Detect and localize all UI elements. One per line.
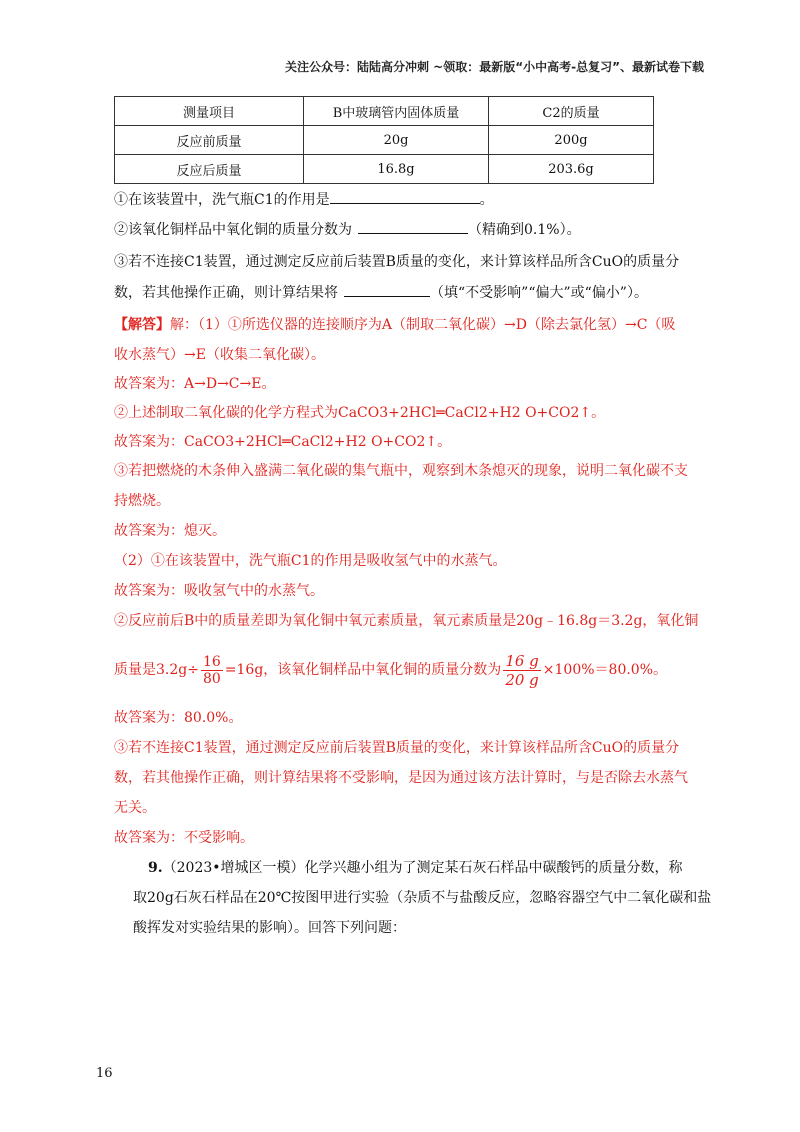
answer-line: 故答案为：A→D→C→E。 — [114, 376, 276, 392]
answer-line: 故答案为：熄灭。 — [114, 523, 226, 539]
answer-line: 故答案为：CaCO3+2HCl═CaCl2+H2 O+CO2↑。 — [114, 434, 452, 450]
table-row — [115, 155, 654, 184]
answer-blank — [330, 189, 480, 204]
answer-line: 无关。 — [114, 800, 156, 816]
answer-line: 数，若其他操作正确，则计算结果将不受影响，是因为通过该方法计算时，与是否除去水蒸气 — [114, 770, 688, 786]
answer-line: 持燃烧。 — [114, 493, 170, 509]
question-1: ①在该装置中，洗气瓶C1的作用是 。 — [114, 189, 494, 211]
table-header-cell: C2的质量 — [489, 97, 654, 126]
table-cell: 反应前质量 — [115, 126, 304, 155]
page-number: 16 — [96, 1066, 113, 1081]
answer-line: ③若不连接C1装置，通过测定反应前后装置B质量的变化，来计算该样品所含CuO的质量分 — [114, 740, 680, 756]
table-header-cell: B中玻璃管内固体质量 — [304, 97, 489, 126]
answer-blank — [344, 282, 430, 297]
question-9-line-2: 取20g石灰石样品在20℃按图甲进行实验（杂质不与盐酸反应，忽略容器空气中二氧化碳和盐 — [133, 890, 712, 906]
answer-line: 故答案为：不受影响。 — [114, 830, 254, 846]
question-number: 9. — [148, 860, 163, 876]
answer-line: ③若把燃烧的木条伸入盛满二氧化碳的集气瓶中，观察到木条熄灭的现象，说明二氧化碳不支 — [114, 463, 688, 479]
table-row — [115, 126, 654, 155]
measurement-table — [114, 96, 654, 184]
table-header-cell: 测量项目 — [115, 97, 304, 126]
answer-blank — [358, 219, 468, 234]
question-3-line-2: 数，若其他操作正确，则计算结果将 （填“不受影响”“偏大”或“偏小”）。 — [114, 282, 648, 304]
answer-line: 【解答】解：（1）①所选仪器的连接顺序为A（制取二氧化碳）→D（除去氯化氢）→C（吸 — [114, 317, 676, 333]
fraction: $\frac{16 g}{20 g}$ — [505, 651, 539, 689]
table-cell: 反应后质量 — [115, 155, 304, 184]
page-header: 关注公众号：陆陆高分冲刺 ~领取：最新版“小中高考-总复习”、最新试卷下载 — [285, 60, 704, 74]
answer-line: （2）①在该装置中，洗气瓶C1的作用是吸收氢气中的水蒸气。 — [114, 553, 507, 569]
answer-line: ②上述制取二氧化碳的化学方程式为CaCO3+2HCl═CaCl2+H2 O+CO2↑。 — [114, 405, 606, 421]
fraction: $\frac{16}{80}$ — [202, 653, 221, 687]
answer-line: 故答案为：吸收氢气中的水蒸气。 — [114, 583, 324, 599]
answer-line: 故答案为：80.0%。 — [114, 710, 243, 726]
answer-tag: 【解答】 — [114, 317, 170, 333]
table-cell: 200g — [489, 126, 654, 155]
question-3-line-1: ③若不连接C1装置，通过测定反应前后装置B质量的变化，来计算该样品所含CuO的质量分 — [114, 254, 680, 270]
table-header-row — [115, 97, 654, 126]
table-cell: 203.6g — [489, 155, 654, 184]
question-9-line-1: 9.（2023•增城区一模）化学兴趣小组为了测定某石灰石样品中碳酸钙的质量分数，称 — [148, 860, 683, 876]
table-cell: 16.8g — [304, 155, 489, 184]
answer-formula-line: 质量是3.2g÷ $\frac{16}{80}$ =16g，该氧化铜样品中氧化铜的质量分数为 $\frac{16 g}{20 g}$ ×100%＝80.0%。 — [114, 651, 668, 689]
answer-line: 收水蒸气）→E（收集二氧化碳）。 — [114, 347, 325, 363]
answer-line: ②反应前后B中的质量差即为氧化铜中氧元素质量，氧元素质量是20g﹣16.8g＝3.2g，氧化铜 — [114, 613, 699, 629]
question-2: ②该氧化铜样品中氧化铜的质量分数为 （精确到0.1%）。 — [114, 219, 581, 241]
question-9-line-3: 酸挥发对实验结果的影响）。回答下列问题： — [133, 920, 406, 936]
table-cell: 20g — [304, 126, 489, 155]
